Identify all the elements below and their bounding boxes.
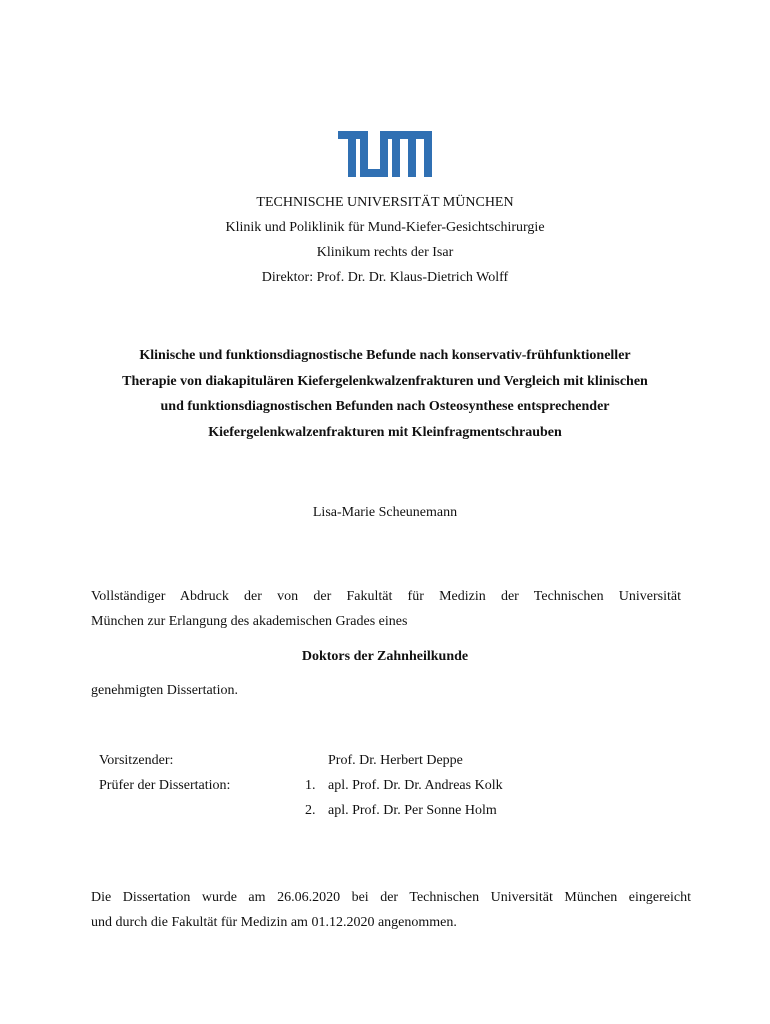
paragraph-line: Vollständiger Abdruck der von der Fakultät für Medizin der Technischen Universität: [91, 589, 681, 604]
examiner-row: [0, 803, 770, 823]
chair-row: [0, 753, 770, 773]
committee-block: [0, 753, 770, 833]
tum-logo-shape: [338, 131, 432, 177]
paragraph-line: und durch die Fakultät für Medizin am 01.12.2020 angenommen.: [91, 915, 457, 930]
university-name: TECHNISCHE UNIVERSITÄT MÜNCHEN: [256, 195, 514, 210]
examiner-name: apl. Prof. Dr. Per Sonne Holm: [328, 803, 497, 818]
tum-logo: [338, 131, 432, 177]
author-name: Lisa-Marie Scheunemann: [312, 505, 458, 520]
title-line: Kiefergelenkwalzenfrakturen mit Kleinfragmentschrauben: [208, 424, 562, 440]
title-line: Klinische und funktionsdiagnostische Befunde nach konservativ-frühfunktioneller: [139, 348, 631, 363]
submission-paragraph: [91, 885, 691, 935]
examiner-row: [0, 778, 770, 798]
examiner-number: 2.: [305, 803, 316, 818]
examiners-label: Prüfer der Dissertation:: [99, 778, 231, 793]
abdruck-paragraph: [91, 584, 681, 634]
clinic-name: Klinik und Poliklinik für Mund-Kiefer-Gesichtschirurgie: [225, 220, 545, 235]
title-line: Therapie von diakapitulären Kiefergelenkwalzenfrakturen und Vergleich mit klinischen: [122, 373, 648, 389]
hospital-name: Klinikum rechts der Isar: [316, 245, 454, 260]
chair-label: Vorsitzender:: [99, 753, 174, 768]
examiner-name: apl. Prof. Dr. Dr. Andreas Kolk: [328, 778, 503, 793]
paragraph-line: München zur Erlangung des akademischen Grades eines: [91, 614, 408, 629]
institution-block: [0, 190, 770, 290]
chair-name: Prof. Dr. Herbert Deppe: [328, 753, 463, 768]
dissertation-title: [0, 343, 770, 445]
degree-title: Doktors der Zahnheilkunde: [301, 649, 469, 664]
title-line: und funktionsdiagnostischen Befunden nach Osteosynthese entsprechender: [160, 399, 610, 414]
director-line: Direktor: Prof. Dr. Dr. Klaus-Dietrich Wolff: [261, 270, 509, 285]
paragraph-line: Die Dissertation wurde am 26.06.2020 bei der Technischen Universität München eingereicht: [91, 890, 691, 905]
examiner-number: 1.: [305, 778, 316, 793]
approved-text: genehmigten Dissertation.: [91, 683, 238, 698]
